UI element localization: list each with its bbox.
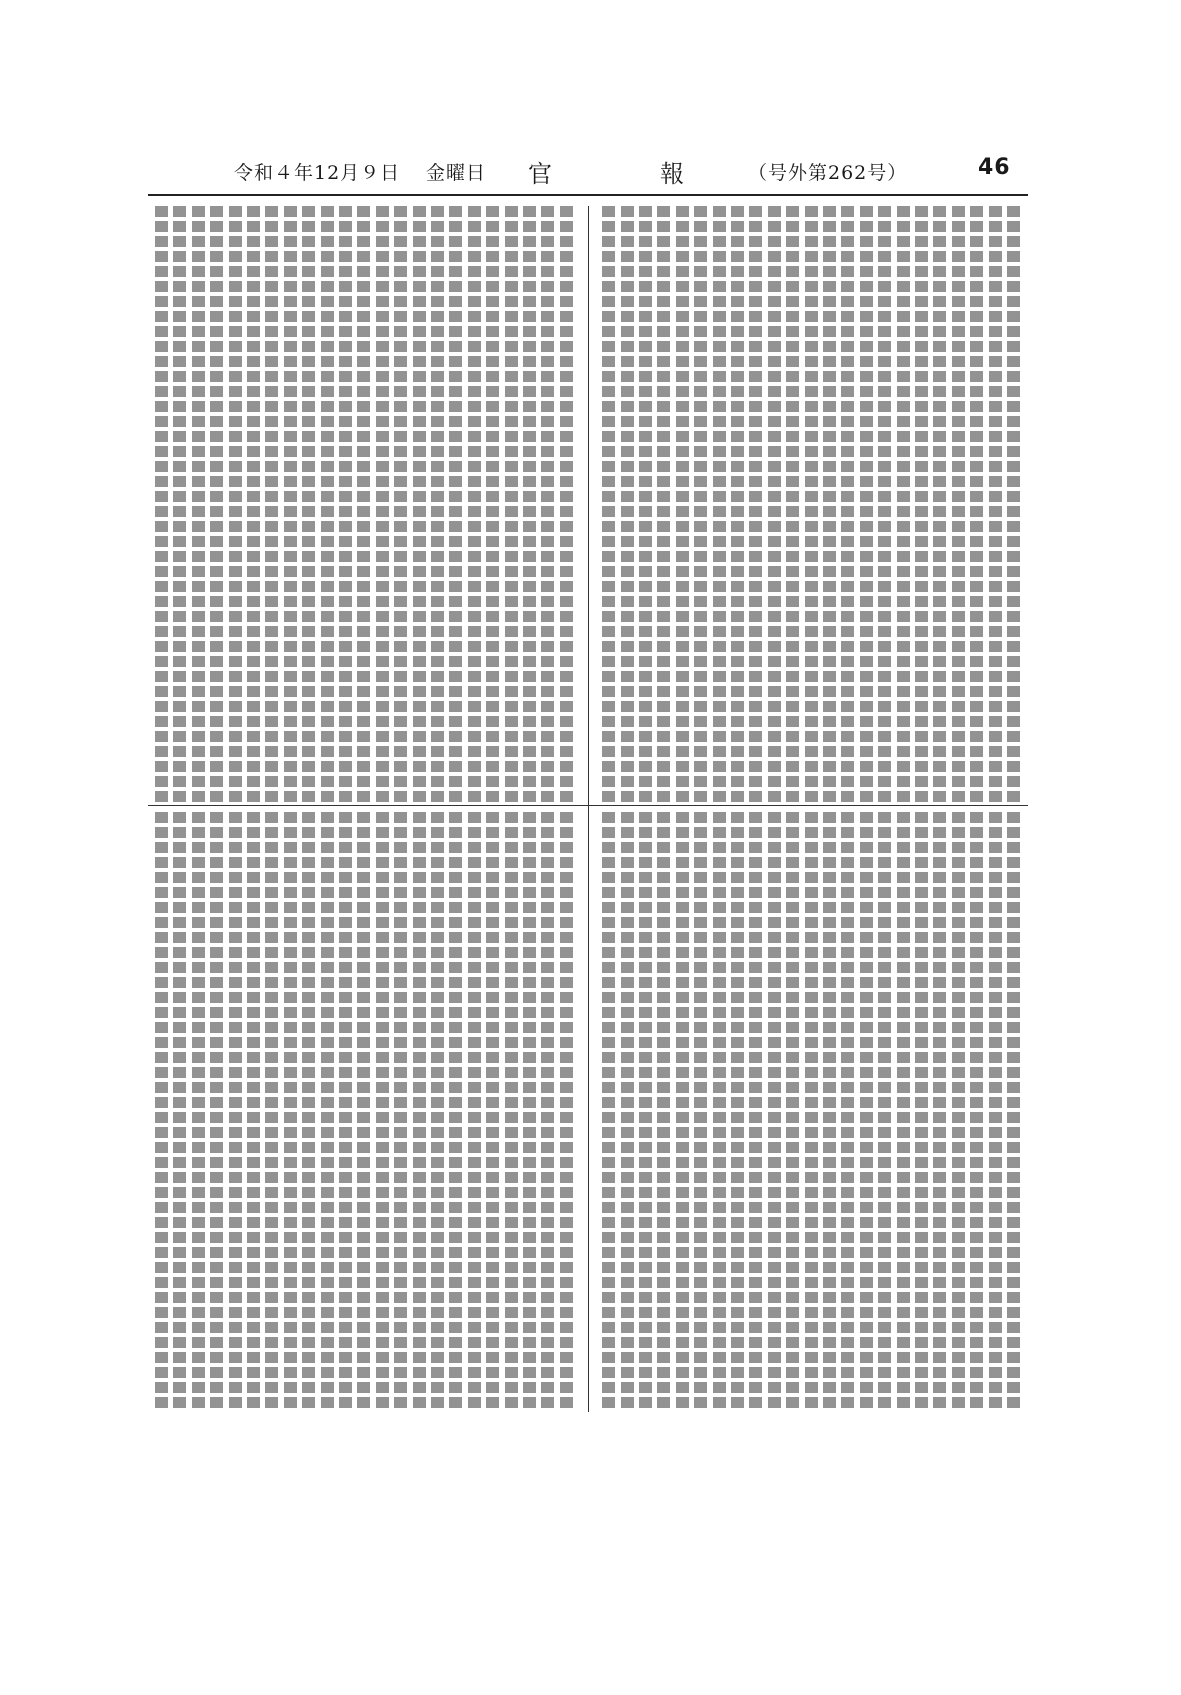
- text-line: [560, 206, 573, 802]
- text-line: [376, 206, 389, 802]
- text-line: [749, 206, 762, 802]
- text-line: [676, 206, 689, 802]
- text-line: [431, 206, 444, 802]
- text-line: [468, 812, 481, 1412]
- upper-text-band: [148, 206, 1028, 802]
- text-line: [970, 206, 983, 802]
- text-line: [970, 812, 983, 1412]
- text-line: [915, 206, 928, 802]
- publication-title: 官 報: [528, 160, 726, 188]
- text-line: [786, 812, 799, 1412]
- page-number: 46: [978, 155, 1011, 180]
- text-lines-upper: [148, 206, 1028, 802]
- text-line: [505, 812, 518, 1412]
- issue-weekday: 金曜日: [426, 162, 487, 184]
- text-line: [376, 812, 389, 1412]
- text-line: [155, 206, 168, 802]
- text-line: [339, 206, 352, 802]
- text-line: [657, 206, 670, 802]
- text-line: [302, 206, 315, 802]
- text-line: [621, 812, 634, 1412]
- text-line: [486, 206, 499, 802]
- text-line: [394, 206, 407, 802]
- text-line: [523, 812, 536, 1412]
- text-line: [339, 812, 352, 1412]
- text-line: [394, 812, 407, 1412]
- text-line: [1007, 812, 1020, 1412]
- text-line: [265, 812, 278, 1412]
- text-line: [357, 812, 370, 1412]
- text-line: [321, 206, 334, 802]
- text-line: [449, 812, 462, 1412]
- text-line: [173, 206, 186, 802]
- lower-text-band: [148, 812, 1028, 1412]
- text-line: [786, 206, 799, 802]
- text-line: [357, 206, 370, 802]
- text-line: [915, 812, 928, 1412]
- text-line: [657, 812, 670, 1412]
- text-line: [749, 812, 762, 1412]
- text-line: [413, 206, 426, 802]
- text-line: [768, 206, 781, 802]
- text-line: [210, 812, 223, 1412]
- text-line: [933, 812, 946, 1412]
- text-line: [694, 812, 707, 1412]
- text-line: [897, 206, 910, 802]
- text-line: [321, 812, 334, 1412]
- text-line: [841, 812, 854, 1412]
- text-line: [265, 206, 278, 802]
- text-line: [302, 812, 315, 1412]
- text-lines-lower: [148, 812, 1028, 1412]
- text-line: [676, 812, 689, 1412]
- text-line: [192, 206, 205, 802]
- text-line: [155, 812, 168, 1412]
- text-line: [731, 206, 744, 802]
- text-line: [933, 206, 946, 802]
- text-line: [541, 206, 554, 802]
- text-line: [897, 812, 910, 1412]
- text-line: [860, 206, 873, 802]
- text-line: [768, 812, 781, 1412]
- text-line: [639, 206, 652, 802]
- text-line: [952, 812, 965, 1412]
- text-line: [639, 812, 652, 1412]
- text-line: [173, 812, 186, 1412]
- text-line: [989, 812, 1002, 1412]
- issue-date: 令和４年12月９日: [234, 162, 401, 184]
- text-line: [431, 812, 444, 1412]
- text-line: [523, 206, 536, 802]
- band-divider: [148, 805, 1028, 806]
- text-line: [486, 812, 499, 1412]
- text-line: [192, 812, 205, 1412]
- text-line: [602, 206, 615, 802]
- text-line: [878, 206, 891, 802]
- text-line: [694, 206, 707, 802]
- text-line: [805, 206, 818, 802]
- text-line: [602, 812, 615, 1412]
- text-line: [621, 206, 634, 802]
- text-line: [468, 206, 481, 802]
- text-line: [284, 206, 297, 802]
- text-line: [805, 812, 818, 1412]
- text-line: [229, 812, 242, 1412]
- text-line: [731, 812, 744, 1412]
- text-line: [952, 206, 965, 802]
- text-line: [878, 812, 891, 1412]
- text-line: [247, 206, 260, 802]
- text-line: [841, 206, 854, 802]
- text-line: [560, 812, 573, 1412]
- text-line: [284, 812, 297, 1412]
- text-line: [413, 812, 426, 1412]
- text-line: [989, 206, 1002, 802]
- text-line: [210, 206, 223, 802]
- text-line: [229, 206, 242, 802]
- header-rule: [148, 194, 1028, 196]
- issue-number: （号外第262号）: [748, 162, 908, 184]
- text-line: [541, 812, 554, 1412]
- page-header: [148, 152, 1028, 196]
- text-line: [505, 206, 518, 802]
- text-line: [1007, 206, 1020, 802]
- text-line: [449, 206, 462, 802]
- text-line: [823, 812, 836, 1412]
- text-line: [713, 206, 726, 802]
- text-line: [247, 812, 260, 1412]
- text-line: [860, 812, 873, 1412]
- text-line: [713, 812, 726, 1412]
- text-line: [823, 206, 836, 802]
